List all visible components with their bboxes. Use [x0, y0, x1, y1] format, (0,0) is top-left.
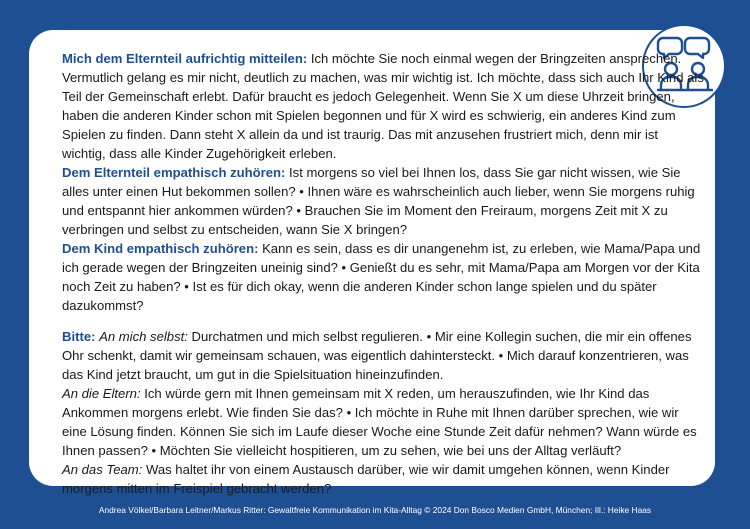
body-eltern: Ich würde gern mit Ihnen gemeinsam mit X reden, um herauszufinden, wie Ihr Kind das Ankommen morgens erlebt. Wie finden Sie das? • Ich möchte in Ruhe mit Ihnen darüber sprechen, wie wir eine Lösung finden. Können Sie sich im Laufe dieser Woche eine Stunde Zeit dafür nehmen? Wann würde es Ihnen passen? • Möchten Sie vielleicht hospitieren, um zu sehen, wie bei uns der Alltag verläuft?	[62, 386, 697, 458]
spacer	[62, 315, 704, 327]
heading-elternteil: Dem Elternteil empathisch zuhören:	[62, 165, 286, 180]
paragraph-kind	[62, 239, 704, 315]
body-team: Was haltet ihr von einem Austausch darüber, wie wir damit umgehen können, wenn Kinder morgens mitten im Freispiel gebracht werden?	[62, 462, 670, 496]
heading-kind: Dem Kind empathisch zuhören:	[62, 241, 259, 256]
heading-aufrichtig: Mich dem Elternteil aufrichtig mitteilen:	[62, 51, 308, 66]
paragraph-team	[62, 460, 704, 498]
heading-bitte: Bitte:	[62, 329, 96, 344]
label-eltern: An die Eltern:	[62, 386, 141, 401]
body-selbst: Durchatmen und mich selbst regulieren. • Mir eine Kollegin suchen, die mir ein offenes Ohr schenkt, damit wir gemeinsam schauen, was eigentlich dahintersteckt. • Mich darauf konzentrieren, was das Kind jetzt braucht, um gut in die Spielsituation hineinzufinden.	[62, 329, 692, 382]
body-elternteil: Ist morgens so viel bei Ihnen los, dass Sie gar nicht wissen, wie Sie alles unter einen Hut bekommen sollen? • Ihnen wäre es wahrscheinlich auch lieber, wenn Sie morgens ruhig und entspannt hier ankommen würden? • Brauchen Sie im Moment den Freiraum, morgens Zeit mit X zu verbringen und selbst zu entscheiden, wann Sie X bringen?	[62, 165, 695, 237]
paragraph-bitte	[62, 327, 704, 384]
body-kind: Kann es sein, dass es dir unangenehm ist, zu erleben, wie Mama/Papa und ich gerade wegen der Bringzeiten uneinig sind? • Genießt du es sehr, mit Mama/Papa am Morgen vor der Kita noch Zeit zu haben? • Ist es für dich okay, wenn die anderen Kinder schon lange spielen und du später dazukommst?	[62, 241, 701, 313]
paragraph-eltern	[62, 384, 704, 460]
card-text	[62, 49, 704, 498]
paragraph-aufrichtig	[62, 49, 704, 163]
label-selbst: An mich selbst:	[99, 329, 188, 344]
footer-credits: Andrea Völkel/Barbara Leitner/Markus Ritter: Gewaltfreie Kommunikation im Kita-Alltag © 2024 Don Bosco Medien GmbH, München; Ill.: Heike Haas	[98, 505, 652, 515]
body-aufrichtig: Ich möchte Sie noch einmal wegen der Bringzeiten ansprechen. Vermutlich gelang es mir nicht, deutlich zu machen, was mir wichtig ist. Ich möchte, dass sich auch Ihr Kind als Teil der Gemeinschaft erlebt. Dafür braucht es jedoch Gelegenheit. Wenn Sie X um diese Uhrzeit bringen, haben die anderen Kinder schon mit Spielen begonnen und für X wird es schwierig, ein anderes Kind zum Spielen zu finden. Dann steht X allein da und ist traurig. Das mit anzusehen frustriert mich, denn mir ist wichtig, dass alle Kinder Zugehörigkeit erleben.	[62, 51, 704, 161]
label-team: An das Team:	[62, 462, 143, 477]
paragraph-elternteil	[62, 163, 704, 239]
